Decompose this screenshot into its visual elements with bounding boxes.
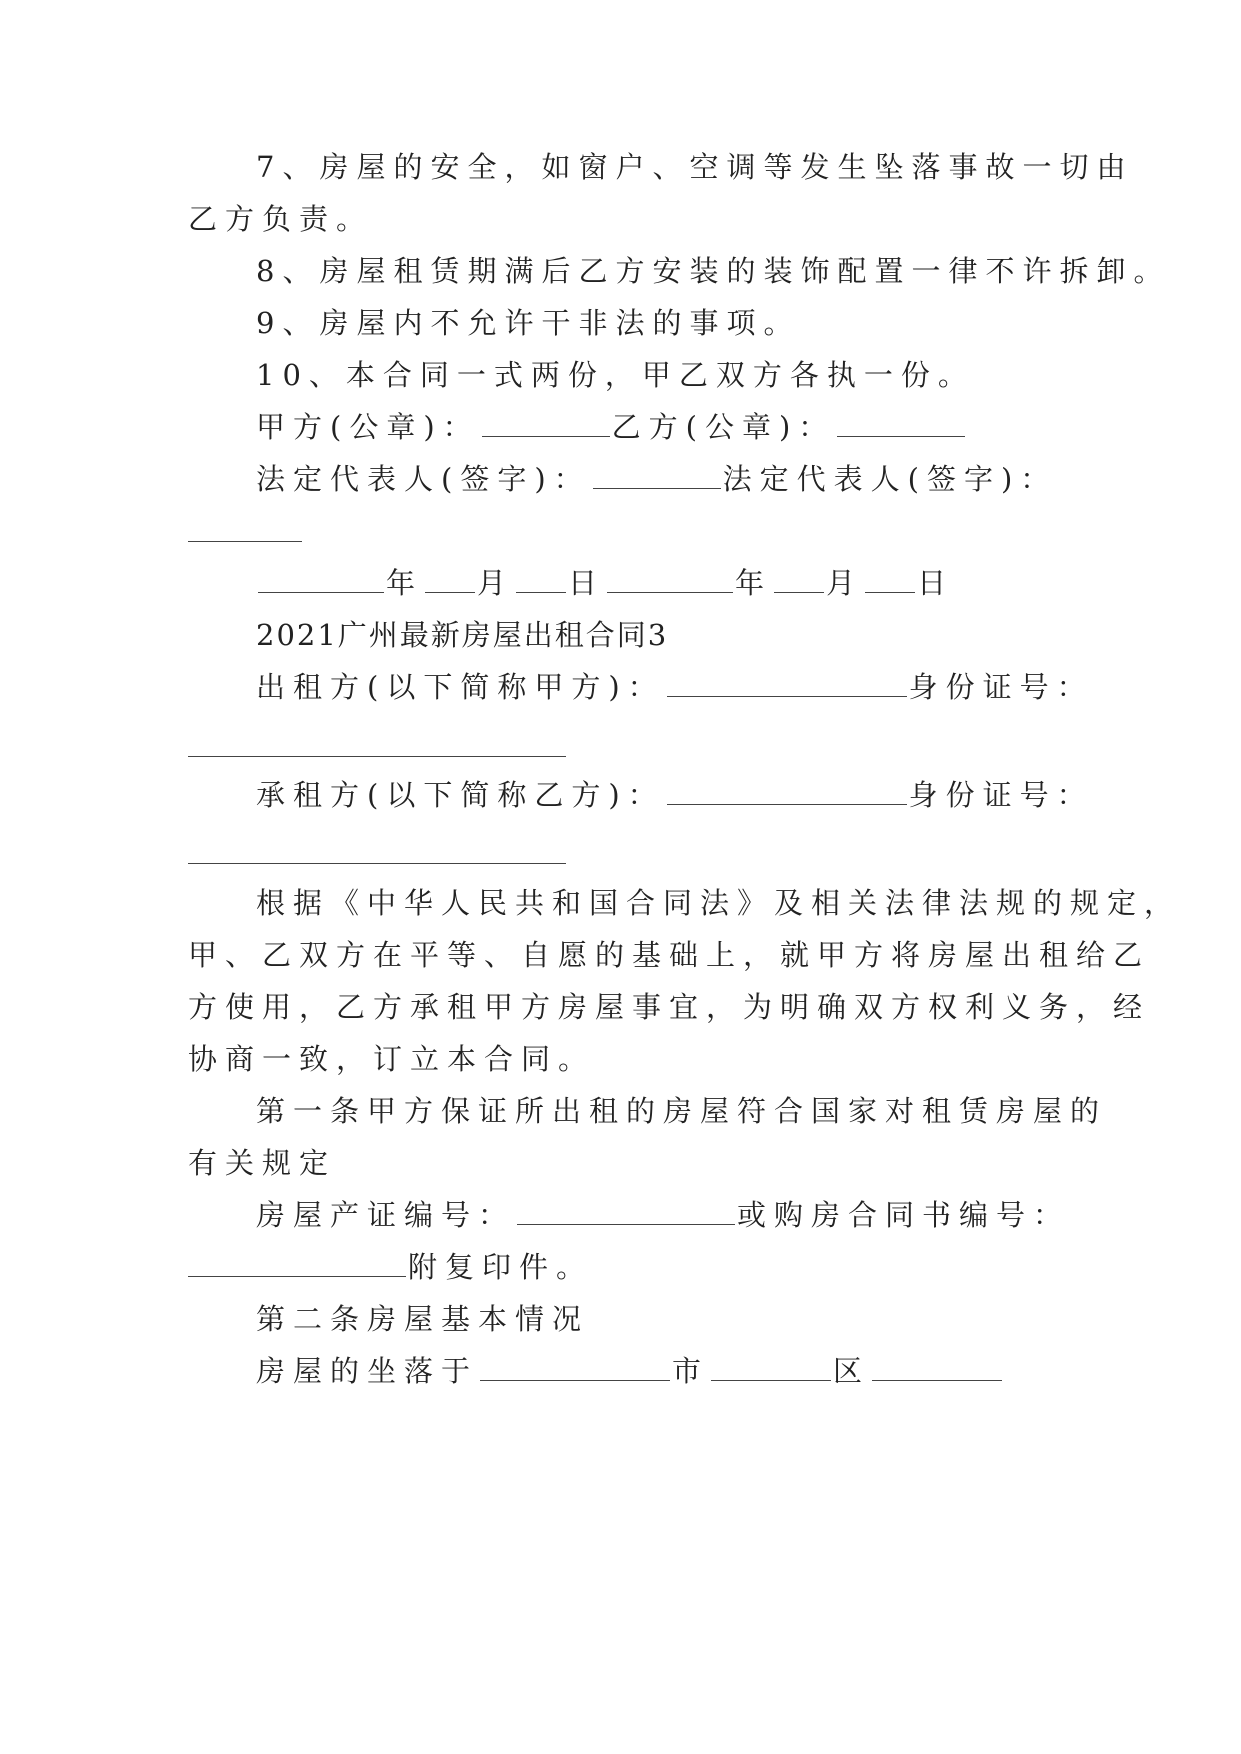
article-1-line-1: 第一条甲方保证所出租的房屋符合国家对租赁房屋的 [256, 1094, 1108, 1128]
party-a-year-label: 年 [386, 566, 424, 600]
city-label: 市 [672, 1354, 710, 1388]
clause-9: 9、房屋内不允许干非法的事项。 [256, 306, 801, 340]
party-b-seal-label: 乙方(公章)： [611, 410, 836, 444]
clause-7-line-2: 乙方负责。 [188, 202, 374, 236]
lessee-id-blank[interactable] [188, 863, 566, 864]
lessor-label: 出租方(以下简称甲方)： [256, 670, 665, 704]
city-blank[interactable] [711, 1354, 831, 1381]
party-b-year-label: 年 [735, 566, 773, 600]
clause-8: 8、房屋租赁期满后乙方安装的装饰配置一律不许拆卸。 [256, 254, 1171, 288]
party-b-month-label: 月 [826, 566, 864, 600]
district-blank[interactable] [872, 1354, 1002, 1381]
article-1-line-2: 有关规定 [188, 1146, 337, 1180]
party-b-day-blank[interactable] [865, 566, 915, 593]
district-label: 区 [833, 1354, 871, 1388]
lessor-id-blank[interactable] [188, 756, 566, 757]
party-a-seal-blank[interactable] [482, 410, 610, 437]
party-a-month-label: 月 [477, 566, 515, 600]
party-b-year-blank[interactable] [607, 566, 733, 593]
lessee-id-label: 身份证号： [908, 778, 1094, 812]
party-a-representative-blank[interactable] [593, 462, 721, 489]
location-label: 房屋的坐落于 [256, 1354, 479, 1388]
lessee-name-blank[interactable] [667, 778, 907, 805]
party-b-day-label: 日 [917, 566, 955, 600]
lessor-line [256, 668, 1094, 706]
lessee-line [256, 776, 1094, 814]
lessor-name-blank[interactable] [667, 670, 907, 697]
preamble-line-1: 根据《中华人民共和国合同法》及相关法律法规的规定， [256, 886, 1182, 920]
party-a-day-blank[interactable] [516, 566, 566, 593]
party-a-representative-label: 法定代表人(签字)： [256, 462, 591, 496]
preamble-line-3: 方使用，乙方承租甲方房屋事宜，为明确双方权利义务，经 [188, 990, 1151, 1024]
copy-line [188, 1248, 593, 1286]
party-b-seal-blank[interactable] [837, 410, 965, 437]
article-2-heading: 第二条房屋基本情况 [256, 1302, 590, 1336]
party-b-representative-label: 法定代表人(签字)： [722, 462, 1058, 496]
party-b-representative-blank[interactable] [188, 541, 302, 542]
party-a-month-blank[interactable] [425, 566, 475, 593]
clause-7-line-1: 7、房屋的安全，如窗户、空调等发生坠落事故一切由 [256, 150, 1134, 184]
clause-10: 10、本合同一式两份，甲乙双方各执一份。 [256, 358, 975, 392]
preamble-line-4: 协商一致，订立本合同。 [188, 1042, 596, 1076]
lessee-label: 承租方(以下简称乙方)： [256, 778, 665, 812]
representative-line [256, 460, 1057, 498]
party-a-day-label: 日 [568, 566, 606, 600]
purchase-contract-number-blank[interactable] [188, 1250, 406, 1277]
lessor-id-label: 身份证号： [908, 670, 1094, 704]
party-a-seal-label: 甲方(公章)： [256, 410, 480, 444]
date-line [256, 564, 954, 602]
purchase-contract-label: 或购房合同书编号： [737, 1198, 1071, 1232]
certificate-line [256, 1196, 1070, 1234]
copy-label: 附复印件。 [408, 1250, 594, 1284]
preamble-line-2: 甲、乙双方在平等、自愿的基础上，就甲方将房屋出租给乙 [188, 938, 1151, 972]
seal-line [256, 408, 967, 446]
location-line [256, 1352, 1004, 1390]
contract-title: 2021广州最新房屋出租合同3 [256, 618, 669, 652]
party-a-year-blank[interactable] [258, 566, 384, 593]
certificate-number-blank[interactable] [517, 1198, 735, 1225]
party-b-month-blank[interactable] [774, 566, 824, 593]
location-province-blank[interactable] [480, 1354, 670, 1381]
certificate-label: 房屋产证编号： [256, 1198, 516, 1232]
